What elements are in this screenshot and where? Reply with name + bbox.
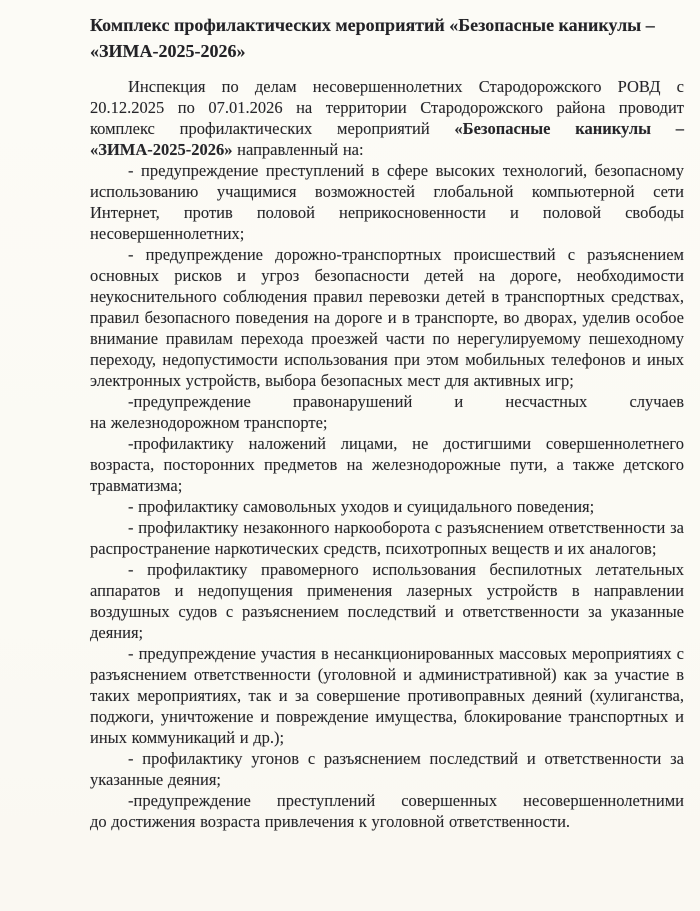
paragraph-drones-laser-devices: - профилактику правомерного использования беспилотных летательных аппаратов и недопущения применения лазерных устройств в направлении воздушных судов с разъяснением последствий и ответственности за указанные деяния; xyxy=(90,560,684,642)
document-title xyxy=(90,12,684,64)
paragraph-road-traffic-safety: - предупреждение дорожно-транспортных происшествий с разъяснением основных рисков и угроз безопасности детей на дороге, необходимости неукоснительного соблюдения правил перевозки детей в транспортных средствах, правил безопасного поведения на дороге и в транспорте, во дворах, уделив особое внимание правилам перехода проезжей части по нерегулируемому пешеходному переходу, недопустимости использования при этом мобильных телефонов и иных электронных устройств, выбора безопасных мест для активных игр; xyxy=(90,245,684,390)
paragraph-cybercrime-prevention: - предупреждение преступлений в сфере высоких технологий, безопасному использованию учащимися возможностей глобальной компьютерной сети Интернет, против половой неприкосновенности и половой свободы несовершеннолетних; xyxy=(90,161,684,243)
document-title-line-1: Комплекс профилактических мероприятий «Безопасные каникулы – xyxy=(90,15,655,35)
paragraph-railway-accidents: -предупреждение правонарушений и несчастных случаев на железнодорожном транспорте; xyxy=(90,392,684,432)
paragraph-underage-crime-prevention: -предупреждение преступлений совершенных несовершеннолетними до достижения возраста привлечения к уголовной ответственности. xyxy=(90,791,684,831)
intro-paragraph xyxy=(90,76,684,160)
intro-campaign-name: «Безопасные каникулы – «ЗИМА-2025-2026» xyxy=(90,119,684,159)
document-title-line-2: «ЗИМА-2025-2026» xyxy=(90,41,246,61)
intro-text-start: Инспекция по делам несовершеннолетних Стародорожского РОВД с 20.12.2025 по 07.01.2026 на территории Стародорожского района проводит комплекс профилактических мероприятий xyxy=(90,77,684,138)
paragraph-railway-objects-child-injuries: -профилактику наложений лицами, не достигшими совершеннолетнего возраста, посторонних предметов на железнодорожные пути, а также детского травматизма; xyxy=(90,434,684,495)
intro-text-end: направленный на: xyxy=(232,140,364,159)
paragraph-runaways-suicidal-behavior: - профилактику самовольных уходов и суицидального поведения; xyxy=(128,497,595,516)
paragraph-unauthorized-mass-events: - предупреждение участия в несанкционированных массовых мероприятиях с разъяснением ответственности (уголовной и административной) как за участие в таких мероприятиях, так и за совершение противоправных деяний (хулиганства, поджоги, уничтожение и повреждение имущества, блокирование транспортных и иных коммуникаций и др.); xyxy=(90,644,684,747)
paragraph-drug-trafficking: - профилактику незаконного наркооборота с разъяснением ответственности за распространение наркотических средств, психотропных веществ и их аналогов; xyxy=(90,518,684,558)
paragraph-vehicle-theft: - профилактику угонов с разъяснением последствий и ответственности за указанные деяния; xyxy=(90,749,684,789)
document-content xyxy=(90,12,684,832)
